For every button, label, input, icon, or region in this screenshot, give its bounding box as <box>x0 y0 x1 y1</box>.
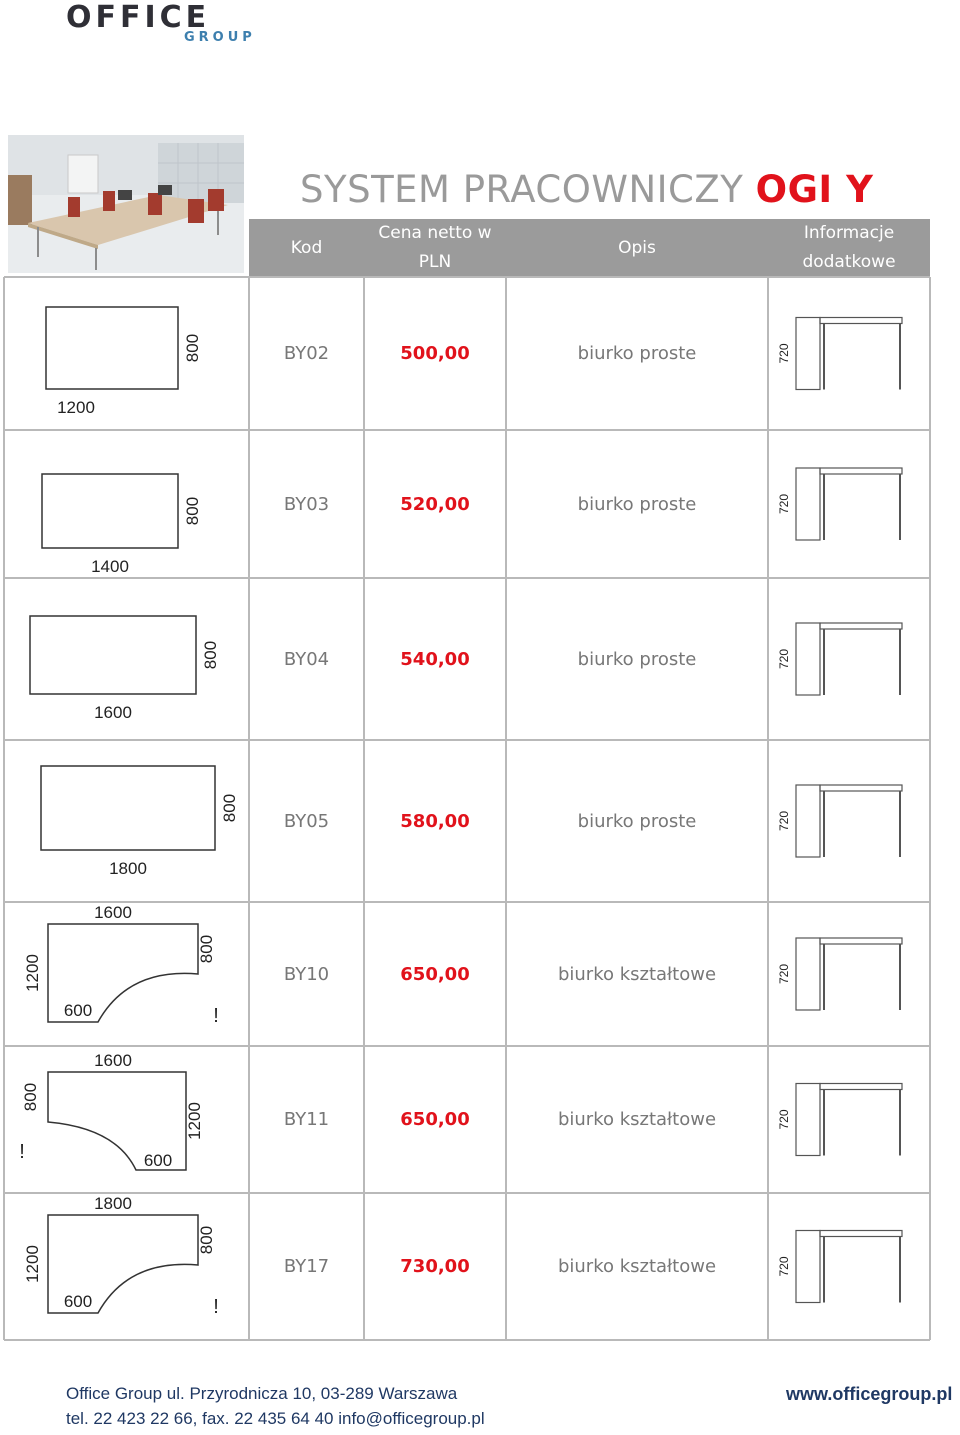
desk-side-view <box>768 430 930 578</box>
side-panel <box>796 938 820 1010</box>
product-price: 580,00 <box>400 810 470 832</box>
desk-plan-drawing <box>4 430 249 578</box>
height-label: 720 <box>777 810 791 832</box>
footer-contact: tel. 22 423 22 66, fax. 22 435 64 40 info@officegroup.pl <box>66 1409 485 1428</box>
depth-label: 1200 <box>185 1102 204 1140</box>
title-series: OGI Y <box>755 168 874 211</box>
header-price: Cena netto w PLN <box>378 223 492 272</box>
product-photo <box>8 135 244 273</box>
width-label: 1200 <box>57 398 95 417</box>
excl-mark-icon: ! <box>19 1141 25 1163</box>
logo-wordmark: OFFICE <box>66 0 211 35</box>
page-title <box>300 168 873 211</box>
table-row <box>0 578 930 740</box>
product-description: biurko proste <box>577 810 697 832</box>
desk-side-view <box>768 902 930 1046</box>
side-panel <box>796 785 820 857</box>
height-label: 720 <box>777 648 791 670</box>
desk-top <box>820 623 902 629</box>
side-panel <box>796 1084 820 1156</box>
logo-subtitle: GROUP <box>184 30 256 45</box>
depth-label: 800 <box>201 640 220 670</box>
product-code: BY10 <box>283 963 330 985</box>
excl-mark-icon: ! <box>213 1296 219 1318</box>
header-info: Informacje dodatkowe <box>802 223 896 272</box>
table-row <box>0 1046 930 1193</box>
table-header <box>249 219 930 277</box>
depth-label: 800 <box>21 1082 40 1112</box>
product-price: 540,00 <box>400 648 470 670</box>
depth-label: 800 <box>197 934 216 964</box>
side-panel <box>796 623 820 695</box>
product-code: BY02 <box>283 343 330 364</box>
width-label: 1400 <box>91 557 129 576</box>
desk-plan-drawing <box>4 902 249 1046</box>
desk-top <box>820 1231 902 1237</box>
footer-website-link[interactable]: www.officegroup.pl <box>786 1384 953 1404</box>
desk-top <box>820 1084 902 1090</box>
table-row <box>0 1193 930 1340</box>
product-price: 650,00 <box>400 963 470 985</box>
depth-label: 800 <box>183 496 202 526</box>
table-row <box>0 740 930 902</box>
desk-outline <box>42 474 178 548</box>
header-desc: Opis <box>618 237 656 258</box>
desk-plan-drawing <box>4 1046 249 1193</box>
product-code: BY04 <box>283 648 330 670</box>
desk-top <box>820 938 902 944</box>
desk-plan-drawing <box>4 277 249 430</box>
side-panel <box>796 468 820 540</box>
desk-outline <box>30 616 196 694</box>
product-description: biurko proste <box>577 493 697 515</box>
width-label: 1600 <box>94 903 132 922</box>
product-description: biurko kształtowe <box>557 1109 717 1130</box>
desk-plan-drawing <box>4 1193 249 1340</box>
product-code: BY17 <box>283 1256 330 1277</box>
depth-label: 800 <box>220 793 239 823</box>
product-price: 500,00 <box>400 343 470 364</box>
desk-side-view <box>768 740 930 902</box>
height-label: 720 <box>777 1256 791 1277</box>
depth-label: 1200 <box>23 954 42 992</box>
side-panel <box>796 318 820 390</box>
height-label: 720 <box>777 1109 791 1130</box>
excl-mark-icon: ! <box>213 1005 219 1027</box>
product-description: biurko proste <box>577 343 697 364</box>
company-logo <box>66 0 281 48</box>
desk-side-view <box>768 277 930 430</box>
product-price: 520,00 <box>400 493 470 515</box>
product-description: biurko proste <box>577 648 697 670</box>
desk-top <box>820 318 902 324</box>
desk-side-view <box>768 578 930 740</box>
radius-label: 600 <box>143 1151 173 1170</box>
title-main: SYSTEM PRACOWNICZY <box>300 168 756 211</box>
height-label: 720 <box>777 963 791 985</box>
side-panel <box>796 1231 820 1303</box>
header-code: Kod <box>290 237 323 258</box>
width-label: 1800 <box>109 859 147 878</box>
width-label: 1600 <box>94 703 132 722</box>
product-description: biurko kształtowe <box>557 1256 717 1277</box>
depth-label: 800 <box>197 1225 216 1255</box>
radius-label: 600 <box>63 1292 93 1311</box>
product-code: BY05 <box>283 810 330 832</box>
depth-label: 1200 <box>23 1245 42 1283</box>
desk-outline <box>46 307 178 389</box>
table-row <box>0 430 930 578</box>
desk-side-view <box>768 1046 930 1193</box>
footer-address: Office Group ul. Przyrodnicza 10, 03-289 Warszawa <box>66 1384 458 1403</box>
product-price: 730,00 <box>400 1256 470 1277</box>
product-price: 650,00 <box>400 1109 470 1130</box>
height-label: 720 <box>777 343 791 364</box>
depth-label: 800 <box>183 333 202 363</box>
product-code: BY11 <box>283 1109 330 1130</box>
desk-side-view <box>768 1193 930 1340</box>
desk-plan-drawing <box>4 740 249 902</box>
height-label: 720 <box>777 493 791 515</box>
desk-outline <box>41 766 215 850</box>
table-row <box>0 277 930 430</box>
radius-label: 600 <box>63 1001 93 1020</box>
width-label: 1800 <box>94 1194 132 1213</box>
width-label: 1600 <box>94 1051 132 1070</box>
desk-top <box>820 785 902 791</box>
product-code: BY03 <box>283 493 330 515</box>
table-row <box>0 902 930 1046</box>
product-description: biurko kształtowe <box>557 963 717 985</box>
desk-plan-drawing <box>4 578 249 740</box>
desk-top <box>820 468 902 474</box>
